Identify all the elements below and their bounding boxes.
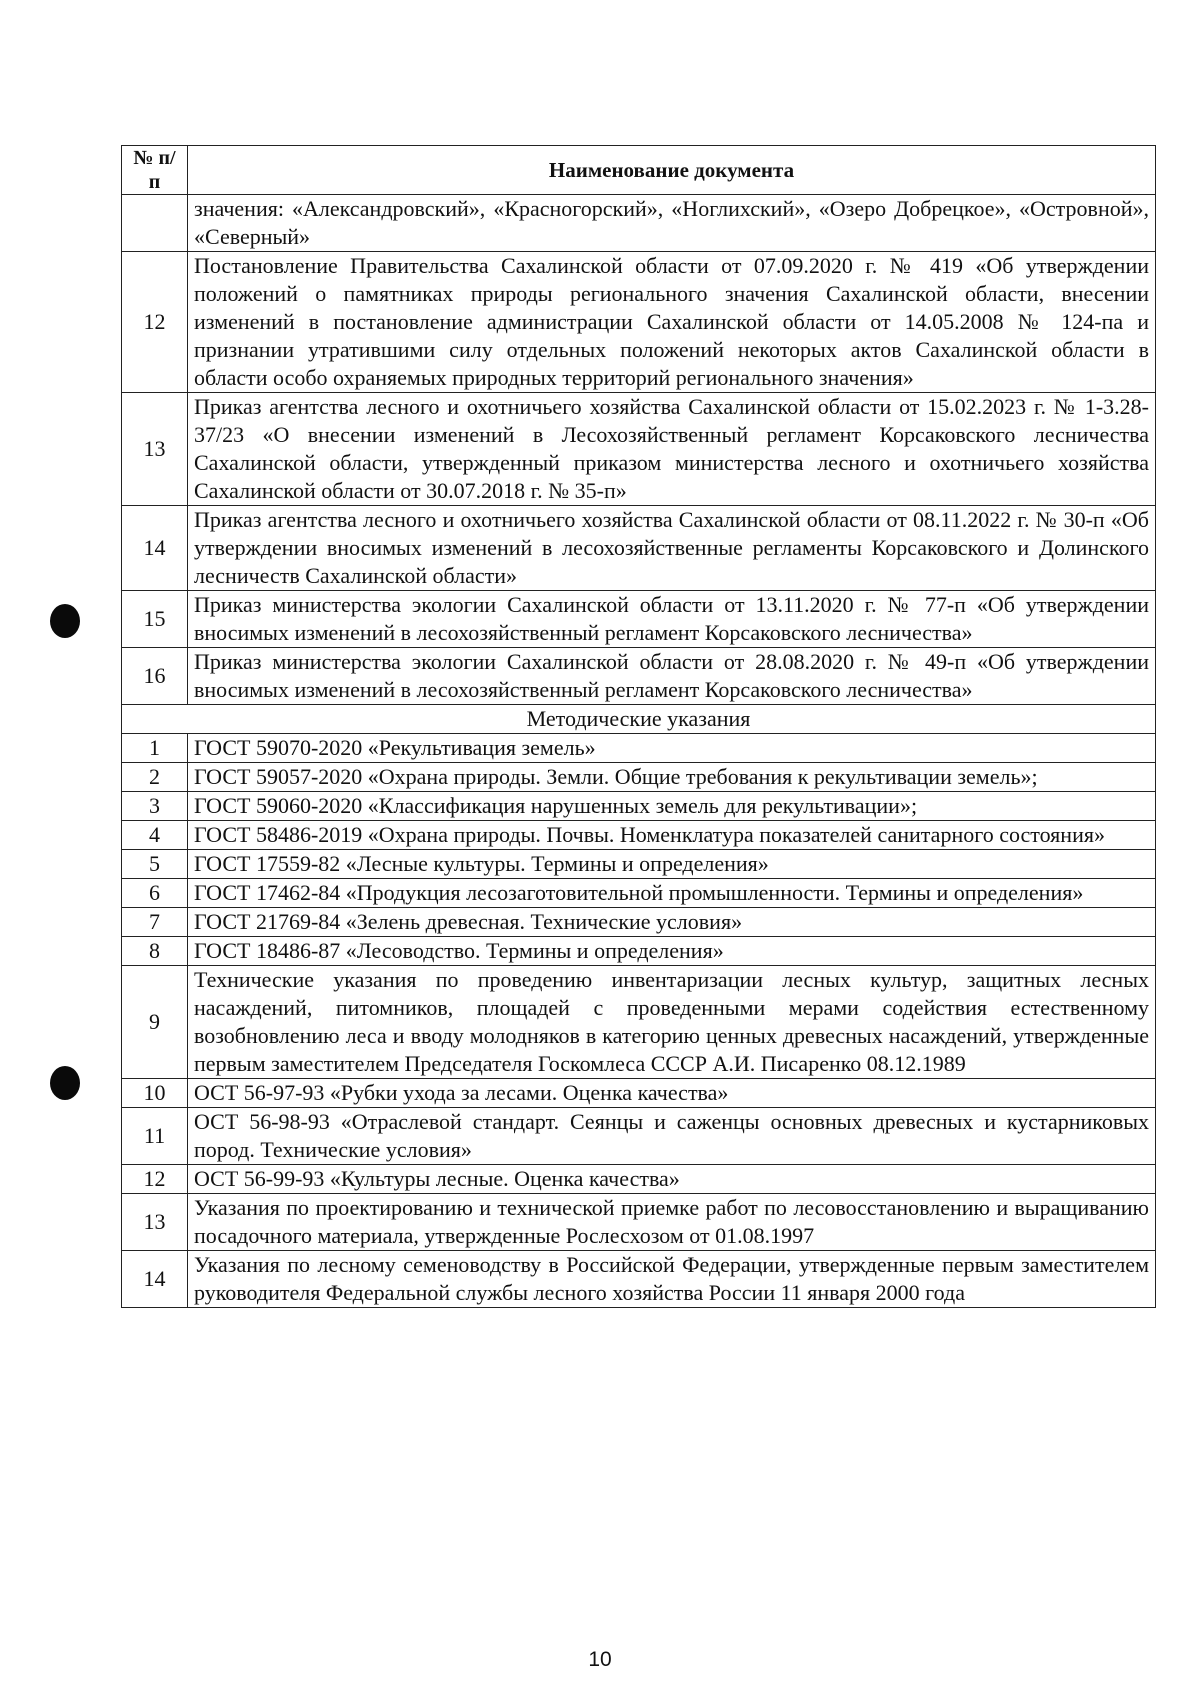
table-row: [122, 937, 1156, 966]
table-row: [122, 1251, 1156, 1308]
table-row: [122, 792, 1156, 821]
document-name: ГОСТ 17462-84 «Продукция лесозаготовительной промышленности. Термины и определения»: [188, 879, 1156, 908]
column-header-number: № п/п: [122, 146, 188, 195]
row-number: [122, 195, 188, 252]
row-number: 1: [122, 734, 188, 763]
punch-hole-mark: [50, 604, 80, 638]
row-number: 3: [122, 792, 188, 821]
punch-hole-mark: [50, 1066, 80, 1100]
row-number: 12: [122, 252, 188, 393]
document-name: Постановление Правительства Сахалинской области от 07.09.2020 г. № 419 «Об утверждении положений о памятниках природы регионального значения Сахалинской области, внесении изменений в постановление администрации Сахалинской области от 14.05.2008 № 124-па и признании утратившими силу отдельных положений некоторых актов Сахалинской области в области особо охраняемых природных территорий регионального значения»: [188, 252, 1156, 393]
table-row: [122, 908, 1156, 937]
table-row: [122, 1194, 1156, 1251]
table-row: [122, 252, 1156, 393]
row-number: 5: [122, 850, 188, 879]
table-row: [122, 1079, 1156, 1108]
row-number: 6: [122, 879, 188, 908]
page-number: 10: [588, 1648, 612, 1671]
column-header-name: Наименование документа: [188, 146, 1156, 195]
section-title: Методические указания: [122, 705, 1156, 734]
document-name: ОСТ 56-97-93 «Рубки ухода за лесами. Оценка качества»: [188, 1079, 1156, 1108]
row-number: 15: [122, 591, 188, 648]
document-name: Приказ министерства экологии Сахалинской области от 28.08.2020 г. № 49-п «Об утверждении вносимых изменений в лесохозяйственный регламент Корсаковского лесничества»: [188, 648, 1156, 705]
table-row: [122, 195, 1156, 252]
row-number: 8: [122, 937, 188, 966]
row-number: 4: [122, 821, 188, 850]
document-name: ОСТ 56-99-93 «Культуры лесные. Оценка качества»: [188, 1165, 1156, 1194]
row-number: 11: [122, 1108, 188, 1165]
row-number: 13: [122, 1194, 188, 1251]
table-row: [122, 821, 1156, 850]
row-number: 9: [122, 966, 188, 1079]
row-number: 10: [122, 1079, 188, 1108]
document-name: Приказ агентства лесного и охотничьего хозяйства Сахалинской области от 08.11.2022 г. № 30-п «Об утверждении вносимых изменений в лесохозяйственные регламенты Корсаковского и Долинского лесничеств Сахалинской области»: [188, 506, 1156, 591]
table-row: [122, 506, 1156, 591]
row-number: 16: [122, 648, 188, 705]
section-row: [122, 705, 1156, 734]
row-number: 7: [122, 908, 188, 937]
document-name: Указания по проектированию и технической приемке работ по лесовосстановлению и выращиванию посадочного материала, утвержденные Рослесхозом от 01.08.1997: [188, 1194, 1156, 1251]
document-name: Указания по лесному семеноводству в Российской Федерации, утвержденные первым заместителем руководителя Федеральной службы лесного хозяйства России 11 января 2000 года: [188, 1251, 1156, 1308]
table-body: [122, 195, 1156, 1308]
row-number: 13: [122, 393, 188, 506]
document-name: ГОСТ 21769-84 «Зелень древесная. Технические условия»: [188, 908, 1156, 937]
table-row: [122, 591, 1156, 648]
document-name: ГОСТ 59060-2020 «Классификация нарушенных земель для рекультивации»;: [188, 792, 1156, 821]
document-name: ОСТ 56-98-93 «Отраслевой стандарт. Сеянцы и саженцы основных древесных и кустарниковых пород. Технические условия»: [188, 1108, 1156, 1165]
table-row: [122, 393, 1156, 506]
table-row: [122, 879, 1156, 908]
document-name: ГОСТ 59057-2020 «Охрана природы. Земли. Общие требования к рекультивации земель»;: [188, 763, 1156, 792]
table-row: [122, 763, 1156, 792]
table-header-row: [122, 146, 1156, 195]
row-number: 12: [122, 1165, 188, 1194]
table-row: [122, 1165, 1156, 1194]
document-name: значения: «Александровский», «Красногорский», «Ноглихский», «Озеро Добрецкое», «Островной», «Северный»: [188, 195, 1156, 252]
row-number: 14: [122, 1251, 188, 1308]
row-number: 2: [122, 763, 188, 792]
table-row: [122, 1108, 1156, 1165]
table-row: [122, 850, 1156, 879]
documents-table: [121, 145, 1156, 1308]
table-row: [122, 734, 1156, 763]
document-name: ГОСТ 18486-87 «Лесоводство. Термины и определения»: [188, 937, 1156, 966]
table-row: [122, 966, 1156, 1079]
row-number: 14: [122, 506, 188, 591]
document-name: Технические указания по проведению инвентаризации лесных культур, защитных лесных насаждений, питомников, площадей с проведенными мерами содействия естественному возобновлению леса и вводу молодняков в категорию ценных древесных насаждений, утвержденные первым заместителем Председателя Госкомлеса СССР А.И. Писаренко 08.12.1989: [188, 966, 1156, 1079]
document-name: ГОСТ 59070-2020 «Рекультивация земель»: [188, 734, 1156, 763]
document-name: Приказ агентства лесного и охотничьего хозяйства Сахалинской области от 15.02.2023 г. № 1-3.28-37/23 «О внесении изменений в Лесохозяйственный регламент Корсаковского лесничества Сахалинской области, утвержденный приказом министерства лесного и охотничьего хозяйства Сахалинской области от 30.07.2018 г. № 35-п»: [188, 393, 1156, 506]
document-name: ГОСТ 58486-2019 «Охрана природы. Почвы. Номенклатура показателей санитарного состояния»: [188, 821, 1156, 850]
table-row: [122, 648, 1156, 705]
document-name: ГОСТ 17559-82 «Лесные культуры. Термины и определения»: [188, 850, 1156, 879]
document-name: Приказ министерства экологии Сахалинской области от 13.11.2020 г. № 77-п «Об утверждении вносимых изменений в лесохозяйственный регламент Корсаковского лесничества»: [188, 591, 1156, 648]
